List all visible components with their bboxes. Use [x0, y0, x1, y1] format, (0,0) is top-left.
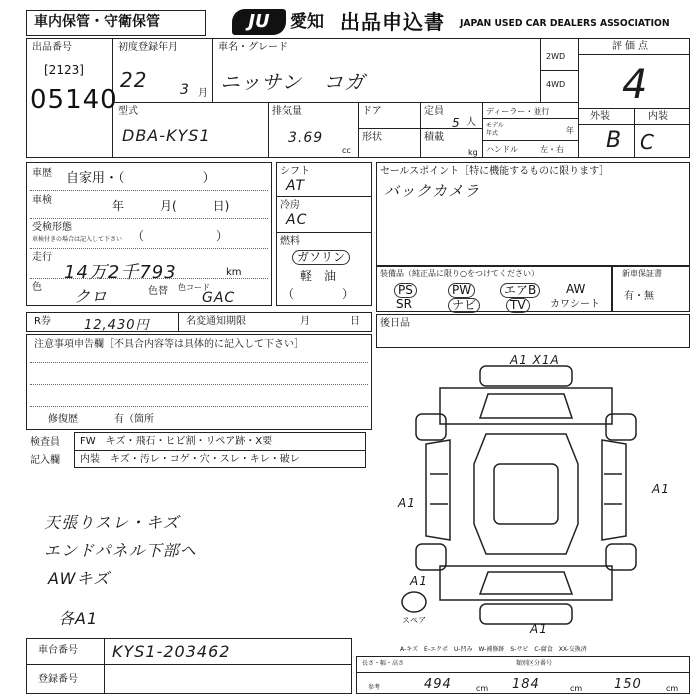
dims-height-unit: cm [666, 684, 679, 693]
handle-options: 左・右 [540, 145, 564, 154]
shape-label: 形状 [362, 132, 382, 143]
capacity-unit: 人 [466, 117, 476, 128]
notes-label: 注意事項申告欄［不具合内容等は具体的に記入して下さい］ [34, 339, 304, 350]
association-name: JAPAN USED CAR DEALERS ASSOCIATION [460, 18, 670, 29]
history-value: 自家用・（ ） [66, 171, 216, 186]
color-code-value: GAC [202, 290, 236, 306]
equip-pw: PW [448, 283, 475, 298]
equip-aw: AW [566, 282, 586, 296]
mileage-value: 14万2千793 [64, 262, 177, 283]
car-damage-diagram [396, 354, 656, 636]
rating-label: 評価点 [612, 41, 651, 52]
color-label: 色 [32, 282, 42, 293]
equip-ps: PS [394, 283, 417, 298]
inspection-value: 年 月( 日) [112, 199, 230, 213]
drive-2wd: 2WD [546, 52, 566, 61]
listing-sub-number: [2123] [44, 63, 84, 77]
registration-month-unit: 月 [198, 88, 208, 99]
damage-right: A1 [652, 482, 670, 496]
selling-points-block [376, 162, 690, 266]
door-label: ドア [362, 106, 382, 117]
car-name-label: 車名・グレード [218, 42, 288, 53]
handwritten-note-4: 各A1 [58, 609, 99, 628]
model-label: 型式 [118, 106, 138, 117]
chassis-label: 車台番号 [38, 645, 78, 656]
inspection-label: 車検 [32, 195, 52, 206]
interior-label: 内装 [648, 111, 668, 122]
storage-title: 車内保管・守衛保管 [34, 14, 160, 30]
listing-number: 05140 [30, 85, 118, 115]
equip-tv: TV [506, 298, 530, 313]
inspector-label: 検査員 [30, 437, 60, 448]
handwritten-note-3: AWキズ [48, 569, 111, 588]
chassis-value: KYS1-203462 [112, 642, 231, 661]
repair-value: 有（箇所 [114, 414, 154, 425]
fuel-label: 燃料 [280, 236, 300, 247]
accept-note: 車検付きの場合は記入して下さい [32, 236, 123, 243]
warranty-value: 有・無 [624, 291, 654, 302]
displacement-label: 排気量 [272, 106, 302, 117]
car-name-value: ニッサン コガ [220, 70, 366, 94]
drive-4wd: 4WD [546, 80, 566, 89]
later-label: 後日品 [380, 318, 410, 329]
equip-airbag: エアB [500, 283, 540, 298]
equip-navi: ナビ [448, 298, 480, 313]
registration-label: 初度登録年月 [118, 42, 178, 53]
displacement-unit: cc [342, 146, 351, 155]
registration-year: 22 [120, 68, 148, 92]
load-label: 積載 [424, 132, 444, 143]
shift-value: AT [286, 178, 306, 194]
dims-width: 184 [512, 677, 540, 692]
equipment-label: 装備品（純正品に限り○をつけてください） [380, 269, 539, 278]
accept-value: （ ） [132, 229, 229, 243]
ac-label: 冷房 [280, 200, 300, 211]
equip-leather-seat: カワシート [550, 299, 600, 310]
color-code-label: 色コード [178, 283, 210, 292]
damage-left: A1 [398, 496, 416, 510]
color-value: クロ [74, 287, 109, 306]
fuel-diesel: 軽 油 [300, 269, 337, 283]
selling-points-label: セールスポイント［特に機能するものに限ります］ [380, 166, 610, 177]
exterior-label: 外装 [590, 111, 610, 122]
rating-score: 4 [622, 62, 649, 108]
name-change-day: 日 [350, 316, 360, 327]
ju-logo: JU [232, 9, 286, 35]
dims-height: 150 [614, 677, 642, 692]
accept-label: 受検形態 [32, 222, 72, 233]
displacement-value: 3.69 [288, 130, 324, 146]
shift-label: シフト [280, 166, 310, 177]
registration-no-label: 登録番号 [38, 674, 78, 685]
damage-bottom-left: A1 [410, 574, 428, 588]
handwritten-note-2: エンドパネル下部ヘ [44, 541, 197, 560]
handle-label: ハンドル [486, 145, 518, 154]
damage-top: A1 X1A [510, 353, 560, 367]
history-label: 車歴 [32, 168, 52, 179]
capacity-value: 5 [452, 116, 461, 130]
dims-length-unit: cm [476, 684, 489, 693]
recycle-value: 12,430円 [84, 318, 150, 333]
listing-no-label: 出品番号 [32, 42, 72, 53]
org-name: 愛知 [290, 12, 324, 32]
model-value: DBA-KYS1 [122, 126, 211, 145]
name-change-label: 名変通知期限 [186, 316, 246, 327]
mileage-label: 走行 [32, 252, 52, 263]
interior-grade: C [640, 130, 655, 154]
ref-label: 参考 [368, 684, 381, 691]
warranty-label: 新車保証書 [622, 269, 662, 278]
later-block [376, 314, 690, 348]
dealer-label: ディーラー・並行 [486, 107, 550, 116]
interior-line: 内装 キズ・汚レ・コゲ・穴・スレ・キレ・破レ [80, 454, 300, 465]
category-label: 類別区分番号 [516, 660, 553, 667]
recycle-label: R券 [34, 316, 51, 327]
mileage-unit: km [226, 267, 242, 278]
dims-label: 長さ・幅・高さ [362, 660, 405, 667]
registration-month: 3 [180, 82, 190, 98]
fuel-gasoline: ガソリン [292, 250, 350, 265]
name-change-month: 月 [300, 316, 310, 327]
entry-label: 記入欄 [30, 455, 60, 466]
damage-bottom: A1 [530, 622, 548, 636]
color-change-label: 色替 [148, 286, 168, 297]
ac-value: AC [286, 212, 308, 228]
exterior-grade: B [606, 128, 623, 153]
model-year-label: モデル 年式 [486, 122, 504, 137]
document-title: 出品申込書 [340, 10, 445, 34]
selling-points-value: バックカメラ [384, 182, 481, 200]
dims-width-unit: cm [570, 684, 583, 693]
spare-label: スペア [402, 616, 426, 625]
equip-sr: SR [396, 297, 412, 311]
repair-label: 修復歴 [48, 414, 78, 425]
capacity-label: 定員 [424, 106, 444, 117]
dims-length: 494 [424, 677, 452, 692]
year-unit: 年 [566, 126, 574, 135]
fw-line: FW キズ・飛石・ヒビ割・リペア跡・X要 [80, 436, 273, 447]
fuel-other: （ ） [282, 287, 355, 301]
handwritten-note-1: 天張りスレ・キズ [44, 513, 180, 532]
load-unit: kg [468, 148, 478, 157]
damage-legend: A-キズ E-エクボ U-凹み W-補修跡 S-サビ C-腐食 XX-交換済 [400, 646, 587, 653]
